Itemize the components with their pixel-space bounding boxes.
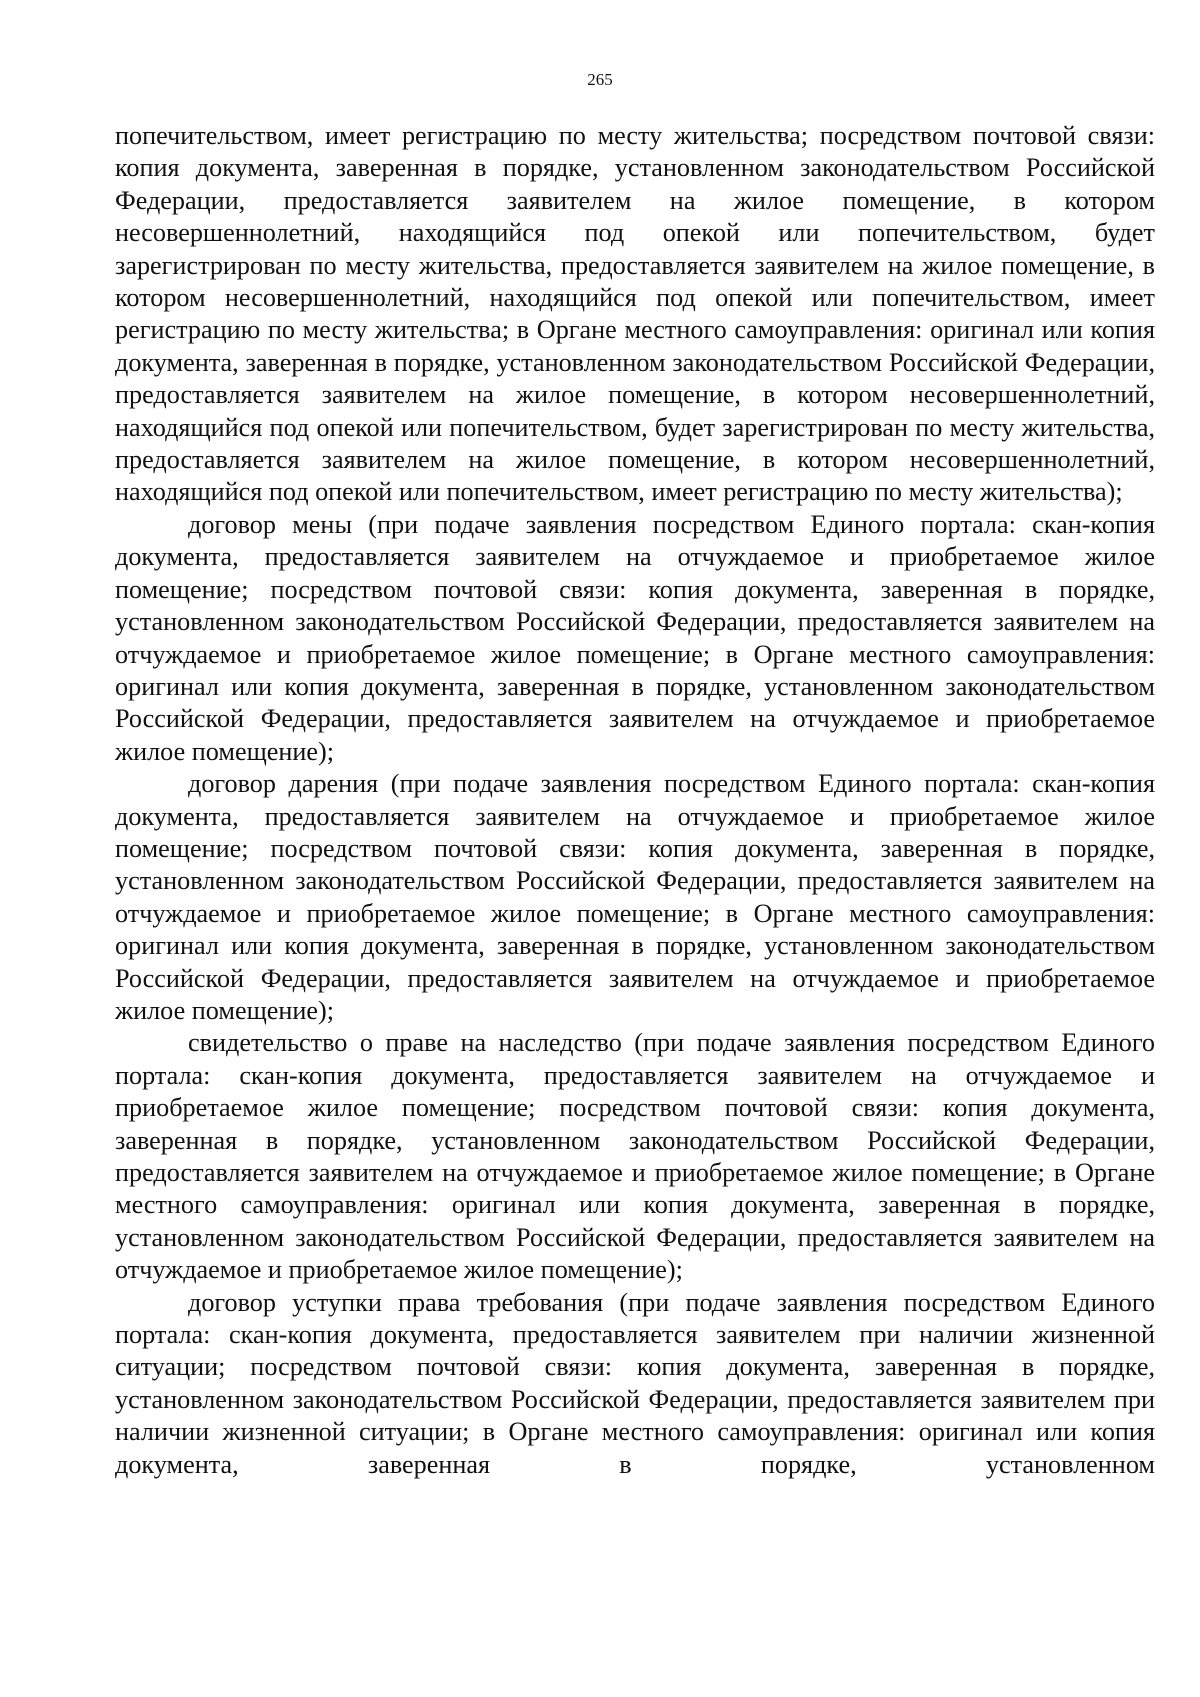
paragraph-continuation: попечительством, имеет регистрацию по месту жительства; посредством почтовой связи: копия документа, заверенная в порядке, установленном законодательством Российской Федерации, предоставляется заявителем на жилое помещение, в котором несовершеннолетний, находящийся под опекой или попечительством, будет зарегистрирован по месту жительства, предоставляется заявителем на жилое помещение, в котором несовершеннолетний, находящийся под опекой или попечительством, имеет регистрацию по месту жительства; в Органе местного самоуправления: оригинал или копия документа, заверенная в порядке, установленном законодательством Российской Федерации, предоставляется заявителем на жилое помещение, в котором несовершеннолетний, находящийся под опекой или попечительством, будет зарегистрирован по месту жительства, предоставляется заявителем на жилое помещение, в котором несовершеннолетний, находящийся под опекой или попечительством, имеет регистрацию по месту жительства); <box>115 121 1155 507</box>
page-number: 265 <box>587 70 613 89</box>
paragraph-inheritance-certificate: свидетельство о праве на наследство (при подаче заявления посредством Единого портала: скан-копия документа, предоставляется заявителем на отчуждаемое и приобретаемое жилое помещение; посредством почтовой связи: копия документа, заверенная в порядке, установленном законодательством Российской Федерации, предоставляется заявителем на отчуждаемое и приобретаемое жилое помещение; в Органе местного самоуправления: оригинал или копия документа, заверенная в порядке, установленном законодательством Российской Федерации, предоставляется заявителем на отчуждаемое и приобретаемое жилое помещение); <box>115 1028 1155 1285</box>
document-body <box>115 120 1155 1481</box>
paragraph-assignment-agreement: договор уступки права требования (при подаче заявления посредством Единого портала: скан-копия документа, предоставляется заявителем при наличии жизненной ситуации; посредством почтовой связи: копия документа, заверенная в порядке, установленном законодательством Российской Федерации, предоставляется заявителем при наличии жизненной ситуации; в Органе местного самоуправления: оригинал или копия документа, заверенная в порядке, установленном <box>115 1287 1155 1479</box>
paragraph-gift-agreement: договор дарения (при подаче заявления посредством Единого портала: скан-копия документа, предоставляется заявителем на отчуждаемое и приобретаемое жилое помещение; посредством почтовой связи: копия документа, заверенная в порядке, установленном законодательством Российской Федерации, предоставляется заявителем на отчуждаемое и приобретаемое жилое помещение; в Органе местного самоуправления: оригинал или копия документа, заверенная в порядке, установленном законодательством Российской Федерации, предоставляется заявителем на отчуждаемое и приобретаемое жилое помещение); <box>115 769 1155 1025</box>
paragraph-exchange-agreement: договор мены (при подаче заявления посредством Единого портала: скан-копия документа, предоставляется заявителем на отчуждаемое и приобретаемое жилое помещение; посредством почтовой связи: копия документа, заверенная в порядке, установленном законодательством Российской Федерации, предоставляется заявителем на отчуждаемое и приобретаемое жилое помещение; в Органе местного самоуправления: оригинал или копия документа, заверенная в порядке, установленном законодательством Российской Федерации, предоставляется заявителем на отчуждаемое и приобретаемое жилое помещение); <box>115 509 1155 766</box>
